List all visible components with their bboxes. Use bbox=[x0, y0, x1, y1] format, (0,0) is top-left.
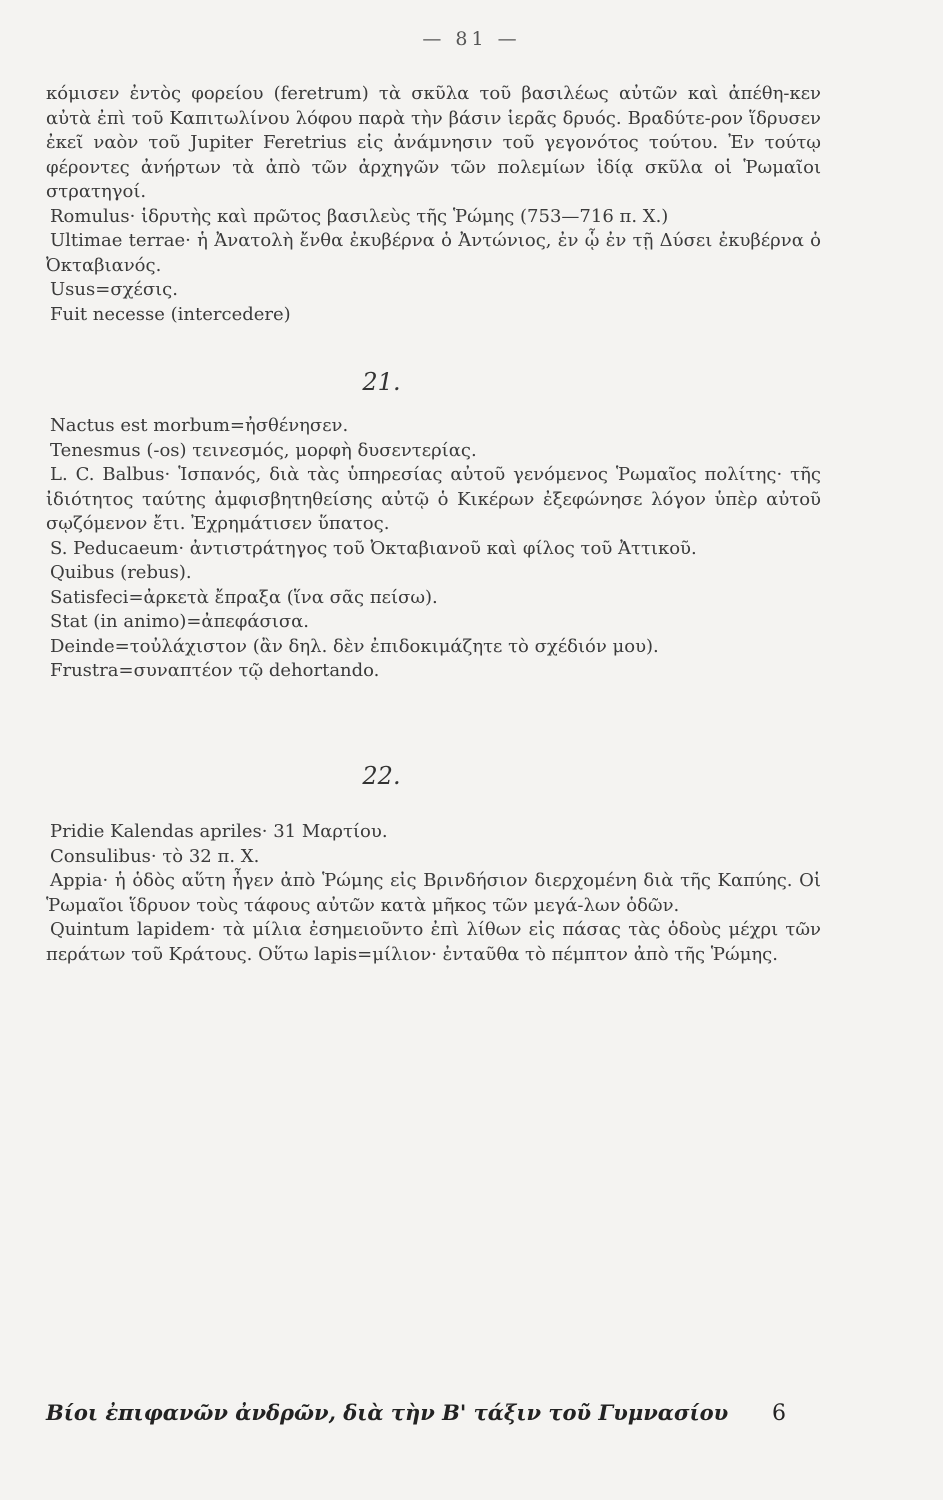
paragraph: Appia· ἡ ὁδὸς αὕτη ἦγεν ἀπὸ Ῥώμης εἰς Βρινδήσιον διερχομένη διὰ τῆς Καπύης. Οἱ Ῥωμαῖοι ἵδρυον τοὺς τάφους αὐτῶν κατὰ μῆκος τῶν μεγά-λων ὁδῶν. bbox=[46, 870, 821, 916]
paragraph: Consulibus· τὸ 32 π. Χ. bbox=[50, 845, 260, 867]
section-intro bbox=[46, 82, 821, 327]
paragraph: κόμισεν ἐντὸς φορείου (feretrum) τὰ σκῦλα τοῦ βασιλέως αὐτῶν καὶ ἀπέθη-κεν αὐτὰ ἐπὶ τοῦ Καπιτωλίνου λόφου παρὰ τὴν βάσιν ἱερᾶς δρυός. Βραδύτε-ρον ἵδρυσεν ἐκεῖ ναὸν τοῦ Jupiter Feretrius εἰς ἀνάμνησιν τοῦ γεγονότος τούτου. Ἐν τούτῳ φέροντες ἀνήρτων τὰ ἀπὸ τῶν ἀρχηγῶν τῶν πολεμίων ἰδίᾳ σκῦλα οἱ Ῥωμαῖοι στρατηγοί. bbox=[46, 83, 821, 202]
paragraph: S. Peducaeum· ἀντιστράτηγος τοῦ Ὀκταβιανοῦ καὶ φίλος τοῦ Ἀττικοῦ. bbox=[50, 537, 697, 559]
section-22 bbox=[46, 820, 821, 967]
paragraph: Fuit necesse (intercedere) bbox=[50, 303, 291, 325]
paragraph: Pridie Kalendas apriles· 31 Μαρτίου. bbox=[50, 821, 388, 842]
section-21 bbox=[46, 414, 821, 684]
paragraph: Deinde=τοὐλάχιστον (ἂν δηλ. δὲν ἐπιδοκιμάζητε τὸ σχέδιόν μου). bbox=[50, 635, 659, 657]
page-number: — 81 — bbox=[422, 28, 521, 50]
footer-signature: 6 bbox=[772, 1401, 786, 1426]
paragraph: Satisfeci=ἀρκετὰ ἔπραξα (ἵνα σᾶς πείσω). bbox=[50, 586, 438, 608]
paragraph: Frustra=συναπτέον τῷ dehortando. bbox=[50, 660, 380, 681]
paragraph: Romulus· ἱδρυτὴς καὶ πρῶτος βασιλεὺς τῆς Ῥώμης (753—716 π. Χ.) bbox=[50, 205, 669, 227]
section-heading-21: 21. bbox=[362, 368, 401, 396]
paragraph: L. C. Balbus· Ἱσπανός, διὰ τὰς ὑπηρεσίας αὐτοῦ γενόμενος Ῥωμαῖος πολίτης· τῆς ἰδιότητος ταύτης ἀμφισβητηθείσης αὐτῷ ὁ Κικέρων ἐξεφώνησε λόγον ὑπὲρ αὐτοῦ σῳζόμενον ἔτι. Ἐχρημάτισεν ὕπατος. bbox=[46, 464, 821, 534]
footer bbox=[46, 1400, 786, 1426]
footer-title: Βίοι ἐπιφανῶν ἀνδρῶν, διὰ τὴν Β' τάξιν τοῦ Γυμνασίου bbox=[46, 1400, 729, 1425]
paragraph: Stat (in animo)=ἀπεφάσισα. bbox=[50, 611, 310, 632]
paragraph: Nactus est morbum=ἠσθένησεν. bbox=[50, 415, 349, 436]
paragraph: Quintum lapidem· τὰ μίλια ἐσημειοῦντο ἐπὶ λίθων εἰς πάσας τὰς ὁδοὺς μέχρι τῶν περάτων τοῦ Κράτους. Οὕτω lapis=μίλιον· ἐνταῦθα τὸ πέμπτον ἀπὸ τῆς Ῥώμης. bbox=[46, 919, 821, 965]
section-heading-22: 22. bbox=[362, 762, 401, 790]
paragraph: Ultimae terrae· ἡ Ἀνατολὴ ἔνθα ἐκυβέρνα ὁ Ἀντώνιος, ἐν ᾧ ἐν τῇ Δύσει ἐκυβέρνα ὁ Ὀκταβιανός. bbox=[46, 230, 821, 276]
paragraph: Tenesmus (-os) τεινεσμός, μορφὴ δυσεντερίας. bbox=[50, 439, 477, 461]
paragraph: Usus=σχέσις. bbox=[50, 279, 178, 300]
paragraph: Quibus (rebus). bbox=[50, 562, 192, 583]
